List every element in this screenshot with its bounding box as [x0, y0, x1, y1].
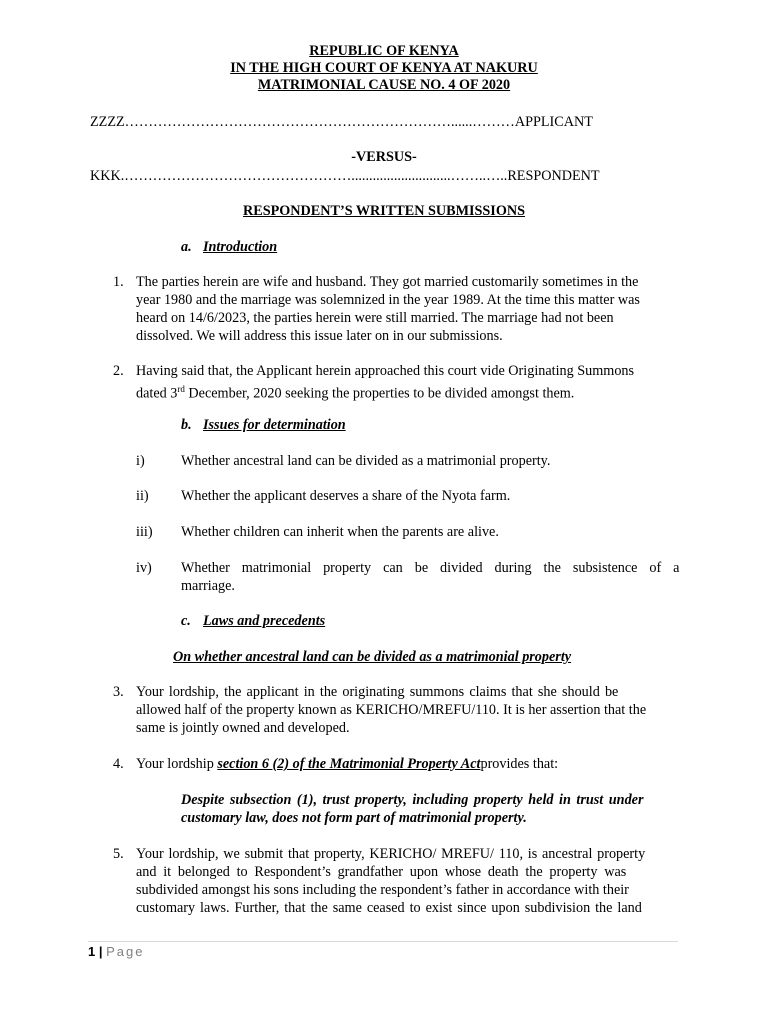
issue-4-marker: iv): [136, 560, 152, 576]
section-b-title: Issues for determination: [203, 417, 346, 433]
page-label: Page: [106, 944, 145, 959]
issue-1-marker: i): [136, 453, 145, 469]
page-number: 1: [88, 944, 96, 959]
issue-3-marker: iii): [136, 524, 153, 540]
quote-line-2: customary law, does not form part of matrimonial property.: [181, 810, 527, 826]
paragraph-3-number: 3.: [113, 684, 124, 700]
paragraph-1-line-4: dissolved. We will address this issue later on in our submissions.: [136, 328, 503, 344]
paragraph-4-lead: Your lordship: [136, 756, 218, 772]
paragraph-4-number: 4.: [113, 756, 124, 772]
paragraph-2-date-suffix: rd: [177, 384, 185, 394]
issue-2-text: Whether the applicant deserves a share of the Nyota farm.: [181, 488, 511, 504]
header-court: IN THE HIGH COURT OF KENYA AT NAKURU: [230, 60, 538, 76]
paragraph-1-line-1: The parties herein are wife and husband. They got married customarily sometimes in the: [136, 274, 639, 290]
statute-reference: section 6 (2) of the Matrimonial Property Act: [217, 756, 481, 772]
issue-4-text-line-2: marriage.: [181, 578, 235, 594]
paragraph-1-number: 1.: [113, 274, 124, 290]
paragraph-3-line-3: same is jointly owned and developed.: [136, 720, 350, 736]
header-republic: REPUBLIC OF KENYA: [309, 43, 459, 59]
paragraph-5-line-1: Your lordship, we submit that property, KERICHO/ MREFU/ 110, is ancestral property: [136, 846, 646, 862]
section-a-title: Introduction: [203, 239, 278, 255]
section-c-subheading: On whether ancestral land can be divided as a matrimonial property: [173, 649, 572, 665]
paragraph-1: [136, 273, 677, 345]
paragraph-2-line-2-rest: December, 2020 seeking the properties to be divided amongst them.: [184, 385, 575, 402]
paragraph-1-line-2: year 1980 and the marriage was solemnized in the year 1989. At the time this matter was: [136, 292, 640, 308]
paragraph-5-line-4: customary laws. Further, that the same ceased to exist since upon subdivision the land: [136, 900, 642, 916]
applicant-line: ZZZZ……………………………………………………………......………APPLICANT: [90, 114, 593, 130]
footer-separator: |: [95, 944, 107, 959]
issue-2-marker: ii): [136, 488, 149, 504]
page-footer: [88, 944, 144, 959]
quote-line-1: Despite subsection (1), trust property, including property held in trust under: [181, 792, 644, 808]
paragraph-1-line-3: heard on 14/6/2023, the parties herein were still married. The marriage had not been: [136, 310, 614, 326]
paragraph-4-line: [136, 755, 558, 773]
versus-label: -VERSUS-: [351, 149, 417, 165]
paragraph-2-line-1: Having said that, the Applicant herein approached this court vide Originating Summons: [136, 363, 635, 379]
section-c-marker: c.: [181, 613, 191, 629]
header-cause-number: MATRIMONIAL CAUSE NO. 4 OF 2020: [257, 77, 511, 93]
paragraph-2-number: 2.: [113, 363, 124, 379]
section-c-title: Laws and precedents: [203, 613, 326, 629]
paragraph-5-number: 5.: [113, 846, 124, 862]
issue-4-text-line-1: Whether matrimonial property can be divided during the subsistence of a: [181, 560, 680, 576]
paragraph-2-date-prefix: dated 3: [136, 385, 178, 402]
footer-divider: [88, 941, 678, 942]
section-a-marker: a.: [181, 239, 192, 255]
section-b-marker: b.: [181, 417, 192, 433]
respondent-line: KKK.…………………………………………............................……..…..RESPONDENT: [90, 168, 600, 184]
paragraph-2-line-2: [136, 380, 574, 403]
issue-1-text: Whether ancestral land can be divided as a matrimonial property.: [181, 453, 551, 469]
paragraph-3-line-2: allowed half of the property known as KERICHO/MREFU/110. It is her assertion that the: [136, 702, 647, 718]
paragraph-5-line-2: and it belonged to Respondent’s grandfather upon whose death the property was: [136, 864, 627, 880]
document-title: RESPONDENT’S WRITTEN SUBMISSIONS: [243, 203, 525, 219]
paragraph-5-line-3: subdivided amongst his sons including the respondent’s father in accordance with their: [136, 882, 629, 898]
issue-3-text: Whether children can inherit when the parents are alive.: [181, 524, 499, 540]
paragraph-4-tail: provides that:: [480, 756, 559, 772]
paragraph-3-line-1: Your lordship, the applicant in the originating summons claims that she should be: [136, 684, 619, 700]
